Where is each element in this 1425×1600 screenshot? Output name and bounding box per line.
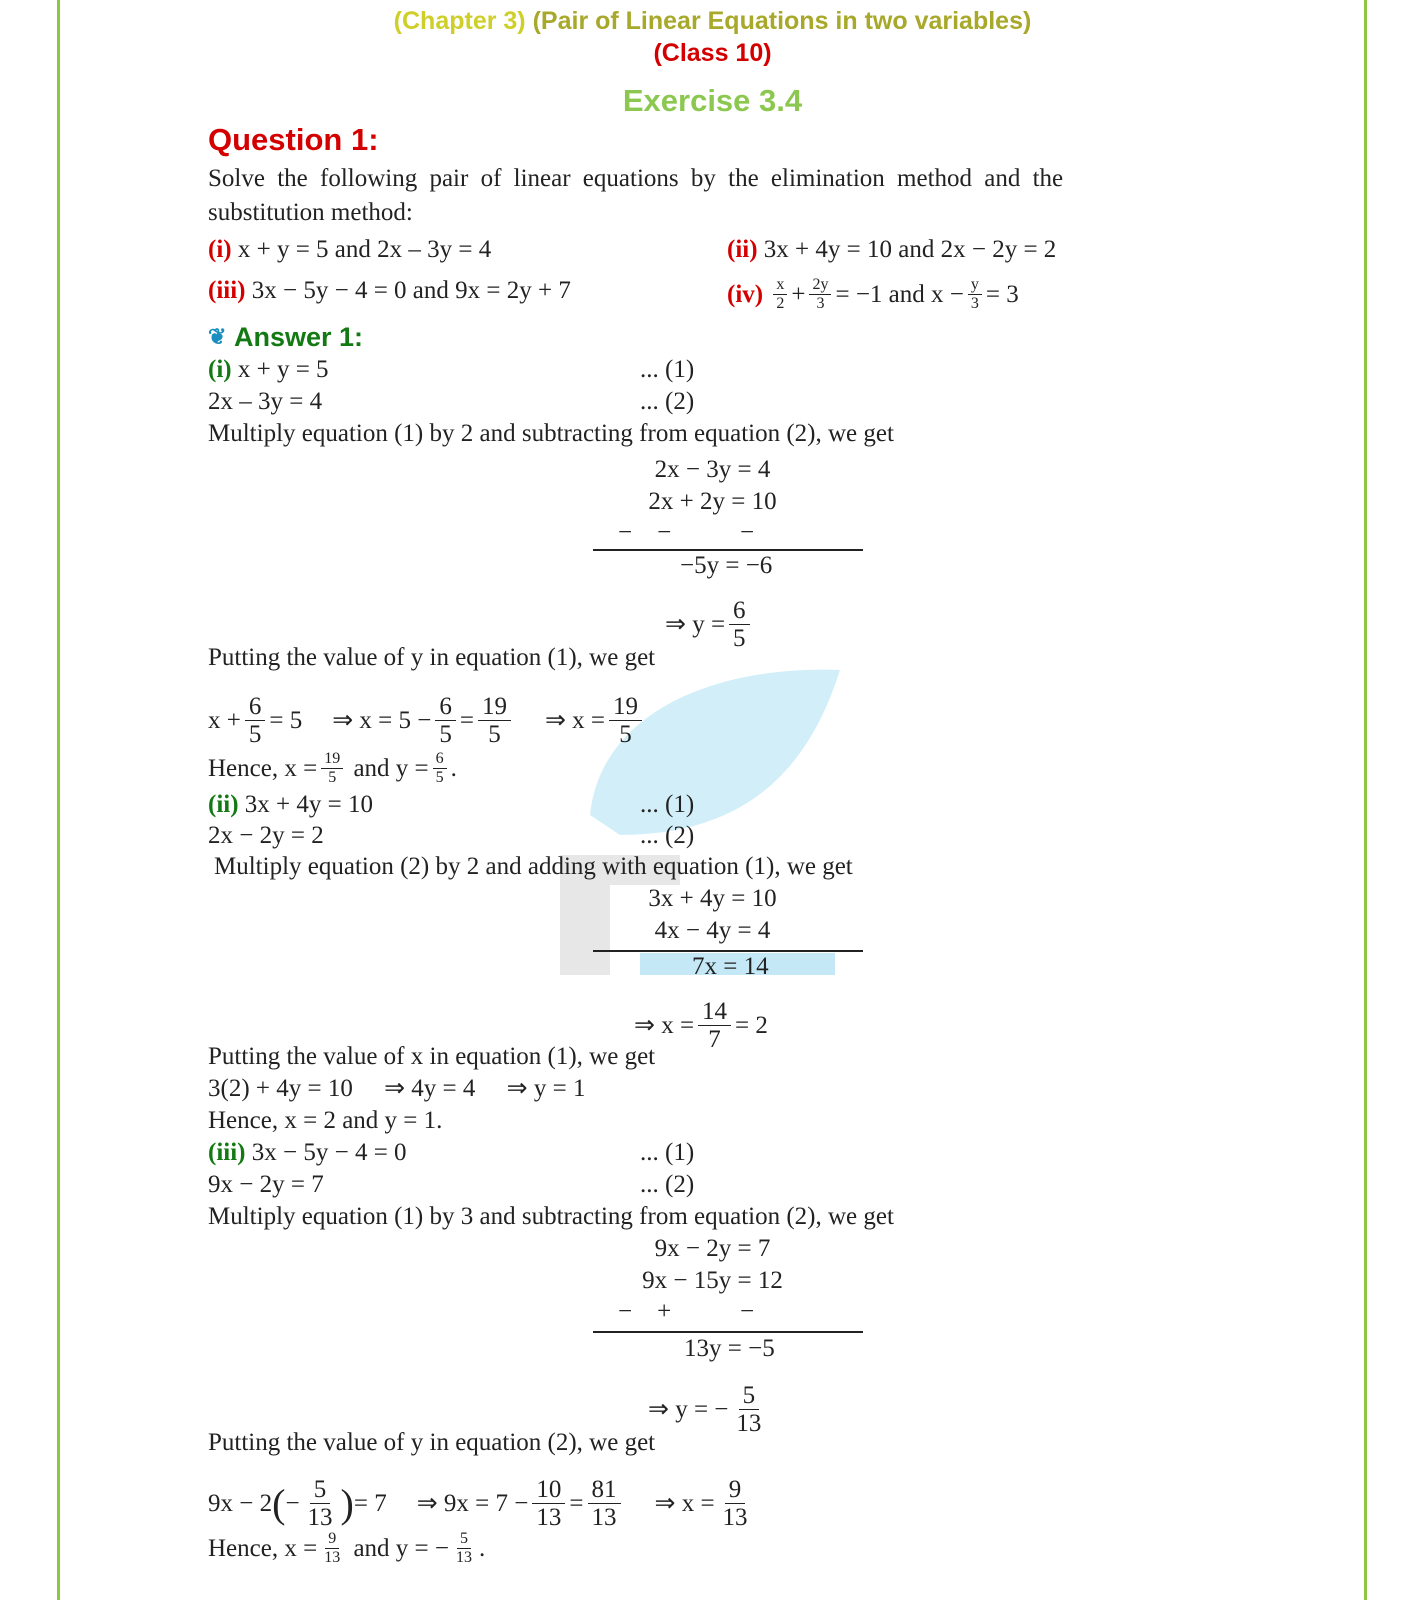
math-text: x	[773, 276, 787, 295]
exercise-title: Exercise 3.4	[622, 83, 803, 118]
fraction	[588, 1476, 621, 1531]
math-text: =	[569, 1489, 584, 1517]
fraction	[245, 693, 266, 748]
fraction	[719, 1476, 752, 1531]
math-text: )	[340, 1480, 354, 1526]
elim-signs: − − −	[618, 519, 755, 546]
math-text: Hence, x =	[208, 1534, 318, 1562]
math-text: ⇒ 9x = 7 −	[416, 1489, 529, 1517]
math-text: 5	[248, 721, 262, 748]
equation-ref: ... (2)	[640, 388, 695, 415]
math-text: 5	[439, 721, 452, 748]
math-text: 6	[435, 693, 456, 721]
math-text: .	[479, 1534, 486, 1562]
hence-line	[208, 750, 457, 787]
step-text: Multiply equation (1) by 3 and subtracting from equation (2), we get	[208, 1203, 894, 1230]
equation-ref: ... (2)	[640, 1171, 695, 1198]
math-text: 9x − 2	[208, 1489, 273, 1517]
fraction	[809, 276, 831, 313]
math-text: ⇒ y = −	[648, 1395, 729, 1423]
math-text: ⇒ x =	[634, 1011, 695, 1039]
math-text: 3	[970, 295, 979, 312]
question-part-ii	[727, 235, 1056, 265]
math-text: 6	[433, 750, 447, 769]
elim-row: 3x + 4y = 10	[648, 885, 777, 912]
fraction	[609, 693, 642, 748]
step-text: Multiply equation (1) by 2 and subtracting from equation (2), we get	[208, 420, 894, 447]
fraction	[732, 1382, 765, 1437]
fraction	[773, 276, 787, 313]
tiwari-logo-icon: ❦	[208, 324, 227, 349]
elim-row: 2x − 3y = 4	[654, 456, 771, 483]
part-label: (iii)	[208, 1139, 246, 1166]
substitution-line: 3(2) + 4y = 10 ⇒ 4y = 4 ⇒ y = 1	[208, 1075, 586, 1102]
math-text: 6	[729, 597, 750, 625]
answer-label: Answer 1:	[233, 322, 363, 352]
equation-ref: ... (1)	[640, 1139, 695, 1166]
question-part-i	[208, 235, 491, 265]
step-text: Putting the value of y in equation (1), we get	[208, 644, 656, 671]
step-text: Multiply equation (2) by 2 and adding with equation (1), we get	[214, 853, 853, 880]
math-text: ⇒ x =	[654, 1489, 715, 1517]
part-label: (iii)	[208, 277, 246, 304]
math-text: 2y	[809, 276, 831, 295]
fraction	[453, 1530, 475, 1567]
part-label: (ii)	[727, 236, 758, 263]
fraction	[435, 693, 456, 748]
math-text: 19	[321, 750, 343, 769]
elim-result: 7x = 14	[692, 953, 769, 980]
math-text: 81	[588, 1476, 621, 1504]
equation-ref: ... (1)	[640, 356, 695, 383]
math-text: 14	[698, 998, 731, 1026]
math-text: 5	[435, 769, 444, 786]
math-text: 2	[776, 295, 785, 312]
step-text: Putting the value of y in equation (2), we get	[208, 1429, 656, 1456]
page-border-right	[1364, 0, 1367, 1600]
divider-rule	[593, 1331, 863, 1333]
math-text: 19	[609, 693, 642, 721]
math-text: x +	[208, 706, 241, 734]
math-text: = 3	[985, 280, 1019, 308]
math-text: 5	[328, 769, 337, 786]
elim-row: 9x − 2y = 7	[654, 1235, 771, 1262]
math-text: 13	[536, 1504, 562, 1531]
answer-i-eq2: 2x – 3y = 4	[208, 388, 323, 415]
math-text: 7	[708, 1026, 721, 1053]
math-text: 5	[733, 625, 746, 652]
math-text: 13	[456, 1549, 472, 1566]
answer-ii-eq2: 2x − 2y = 2	[208, 822, 324, 849]
chapter-number: (Chapter 3)	[393, 7, 526, 35]
question-text	[208, 164, 1215, 194]
elim-result: 13y = −5	[684, 1335, 775, 1362]
elim-result: −5y = −6	[680, 552, 773, 579]
elim-signs: − + −	[618, 1298, 755, 1325]
fraction	[729, 597, 750, 652]
page-border-left	[57, 0, 60, 1600]
math-text: and y =	[353, 754, 429, 782]
math-text: 5	[457, 1530, 471, 1549]
hence-line	[208, 1530, 485, 1567]
substitution-line	[208, 693, 646, 748]
fraction	[321, 750, 343, 787]
math-text: 13	[307, 1504, 333, 1531]
part-label: (ii)	[208, 791, 239, 818]
question-heading: Question 1:	[208, 122, 379, 157]
math-text: and y = −	[353, 1534, 449, 1562]
math-text: 6	[245, 693, 266, 721]
elim-row: 4x − 4y = 4	[654, 917, 771, 944]
fraction	[321, 1530, 343, 1567]
elim-row: 9x − 15y = 12	[642, 1267, 783, 1294]
question-text-line2: substitution method:	[208, 199, 413, 226]
hence-line: Hence, x = 2 and y = 1.	[208, 1107, 443, 1134]
fraction	[968, 276, 982, 313]
question-text-line1: Solve the following pair of linear equations by the elimination method and the	[208, 165, 1064, 192]
math-text: 9	[325, 1530, 339, 1549]
chapter-title	[0, 6, 1425, 36]
math-text: 13	[324, 1549, 341, 1566]
part-label: (iv)	[727, 280, 764, 308]
math-text: 5	[310, 1476, 331, 1504]
math-text: 13	[591, 1504, 617, 1531]
math-text: 5	[488, 721, 501, 748]
equation: 3x + 4y = 10 and 2x − 2y = 2	[763, 236, 1057, 263]
math-text: .	[450, 754, 457, 782]
equation-ref: ... (2)	[640, 822, 695, 849]
answer-heading	[208, 322, 363, 352]
math-text: +	[791, 280, 806, 308]
math-text: =	[459, 706, 474, 734]
answer-i-eq1	[208, 355, 329, 385]
chapter-name: (Pair of Linear Equations in two variables)	[532, 7, 1032, 35]
fraction	[698, 998, 731, 1053]
math-text: 3x + 4y = 10	[244, 791, 373, 818]
math-text: = 2	[735, 1011, 768, 1039]
math-text: (	[272, 1480, 286, 1526]
math-text: ⇒ x =	[544, 706, 606, 734]
fraction	[433, 750, 447, 787]
part-label: (i)	[208, 356, 232, 383]
answer-iii-eq2: 9x − 2y = 7	[208, 1171, 324, 1198]
math-text: ⇒ x = 5 −	[332, 706, 432, 734]
equation: 3x − 5y − 4 = 0 and 9x = 2y + 7	[251, 277, 571, 304]
fraction	[478, 693, 511, 748]
math-text: 3x − 5y − 4 = 0	[251, 1139, 407, 1166]
elim-row: 2x + 2y = 10	[648, 488, 777, 515]
math-text: y	[968, 276, 982, 295]
fraction	[532, 1476, 565, 1531]
math-text: x + y = 5	[237, 356, 329, 383]
math-text: 19	[478, 693, 511, 721]
part-label: (i)	[208, 236, 232, 263]
class-label: (Class 10)	[653, 39, 772, 67]
math-text: Hence, x =	[208, 754, 318, 782]
math-text: = 5	[269, 706, 303, 734]
math-text: 5	[739, 1382, 760, 1410]
math-text: 13	[722, 1504, 748, 1531]
math-text: 5	[619, 721, 632, 748]
substitution-line: 9x − 2 ( − 5 13 ) = 7 ⇒ 9x = 7 − $\frac{10}{13}$ = $\frac{81}{13}$ ⇒ x = $\frac{9}{13}$	[208, 1476, 756, 1531]
elim-solution	[665, 597, 754, 652]
answer-ii-eq1	[208, 790, 373, 820]
question-part-iii	[208, 276, 571, 306]
math-text: = −1 and x −	[835, 280, 964, 308]
equation-ref: ... (1)	[640, 791, 695, 818]
fraction	[304, 1476, 337, 1531]
elim-solution	[648, 1382, 769, 1437]
math-text: = 7	[353, 1489, 387, 1517]
answer-iii-eq1	[208, 1138, 407, 1168]
math-text: 9	[725, 1476, 746, 1504]
math-text: 3	[816, 295, 825, 312]
math-text: 10	[532, 1476, 565, 1504]
step-text: Putting the value of x in equation (1), we get	[208, 1043, 656, 1070]
question-part-iv	[727, 276, 1019, 313]
math-text: ⇒ y =	[665, 610, 726, 638]
math-text: 13	[736, 1410, 762, 1437]
equation: x + y = 5 and 2x – 3y = 4	[237, 236, 492, 263]
